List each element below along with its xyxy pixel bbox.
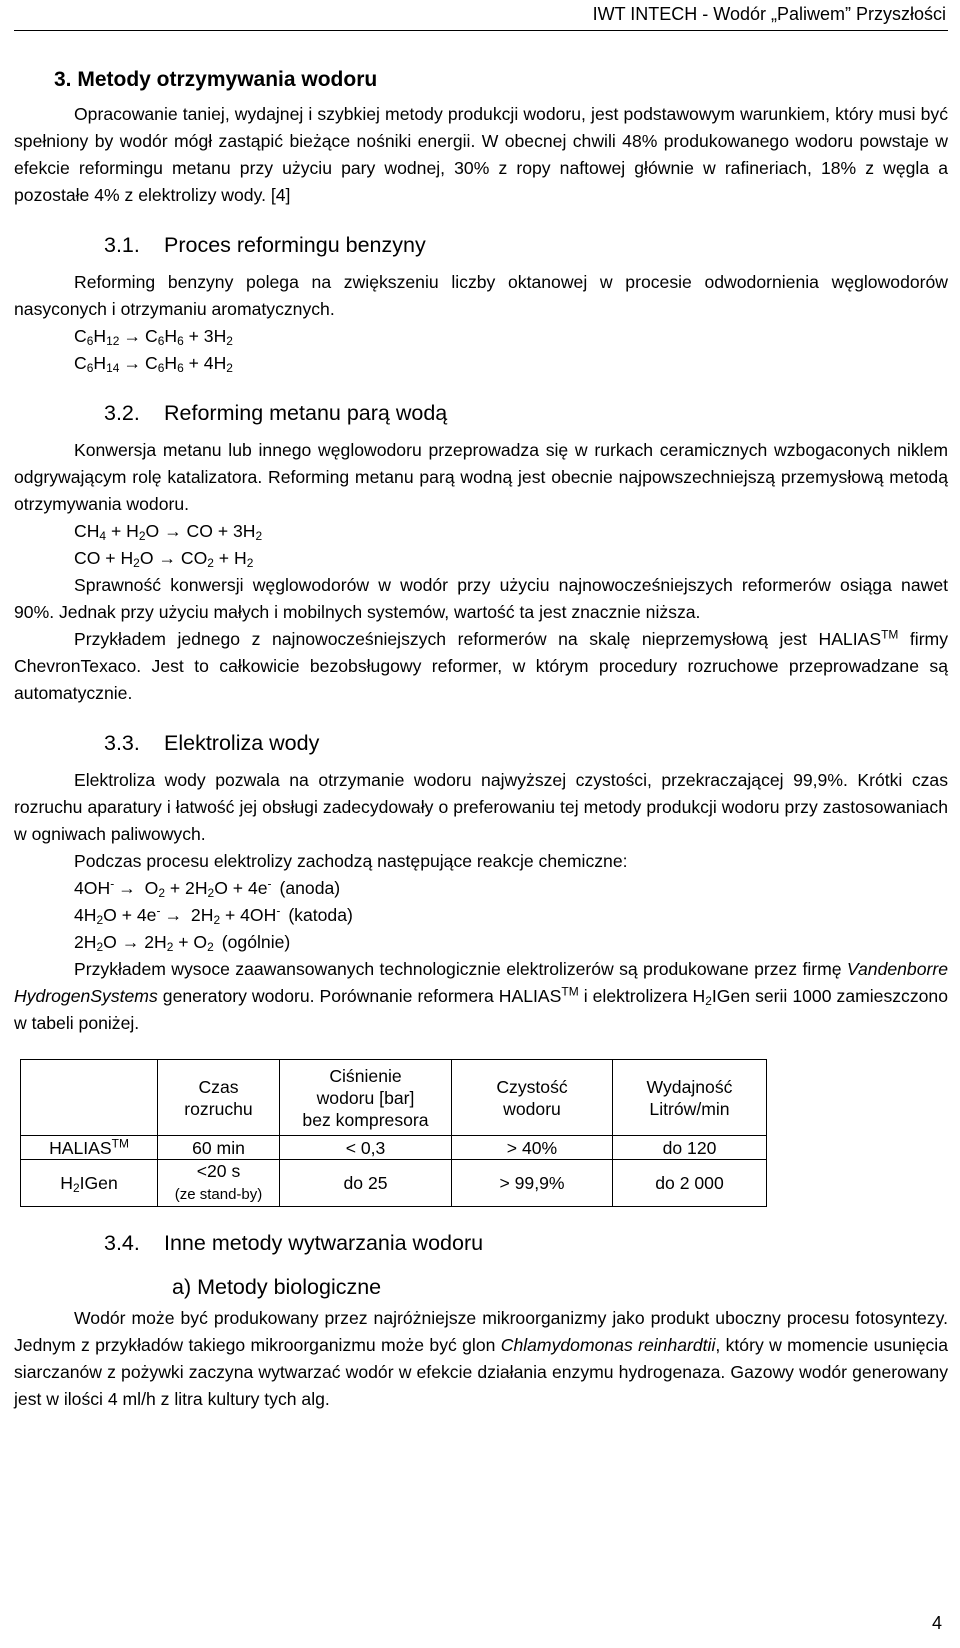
table-cell-name: $H_2IGen$ — [21, 1160, 158, 1207]
arrow-icon: → — [158, 548, 176, 568]
table-header-row — [21, 1060, 767, 1136]
table-row — [21, 1160, 767, 1207]
table-cell: <20 s (ze stand-by) — [158, 1160, 280, 1207]
equation-overall: $2H_2O \to 2H_2 + O_2$ (ogólnie) — [74, 932, 291, 954]
table-cell: 60 min — [158, 1136, 280, 1160]
running-header: IWT INTECH - Wodór „Paliwem” Przyszłości — [592, 4, 946, 24]
arrow-icon: → — [164, 905, 183, 925]
table-cell: do 25 — [280, 1160, 452, 1207]
section-3-4-a-heading: a) Metody biologiczne — [172, 1275, 382, 1299]
section-3-1-paragraph: Reforming benzyny polega na zwiększeniu liczby oktanowej w procesie odwodornienia węglowodorów nasyconych i otrzymaniu aromatycznych. — [14, 272, 948, 319]
section-title: Inne metody wytwarzania wodoru — [164, 1231, 484, 1255]
page-number: 4 — [931, 1613, 942, 1633]
section-number: 3.2. — [104, 401, 140, 425]
comparison-table-wrap — [20, 1059, 948, 1207]
section-3-2-paragraph-3: Przykładem jednego z najnowocześniejszych reformerów na skalę nieprzemysłową jest HALIAS™ firmy ChevronTexaco. Jest to całkowicie bezobsługowy reformer, w którym procedury rozruchowe przeprowadzane są automatycznie. — [14, 627, 949, 703]
section-3-2-heading — [104, 399, 948, 427]
section-3-1-heading — [104, 231, 948, 259]
equation-anode: $4OH^- \to O_2 + 2H_2O + 4e^-$ (anoda) — [74, 875, 948, 902]
equation-methane-2: CO + $H_2O \to CO_2 + H_2$ — [74, 548, 254, 570]
section-number: 3.3. — [104, 731, 140, 755]
arrow-icon: → — [118, 878, 136, 898]
equation-benzene-1: $C_6H_{12} \to C_6H_6 + 3H_2$ — [74, 323, 948, 350]
table-cell-name: HALIAS™ — [21, 1136, 158, 1160]
section-3-4-heading — [104, 1229, 948, 1257]
table-header-blank — [21, 1060, 158, 1136]
comparison-table — [20, 1059, 767, 1207]
section-3-4-paragraph: Wodór może być produkowany przez najróżniejsze mikroorganizmy jako produkt uboczny procesu fotosyntezy. Jednym z przykładów takiego mikroorganizmu może być glon Chlamydomonas reinhardtii, który w momencie usunięcia siarczanów z pożywki zaczyna wytwarzać wodór w efekcie działania enzymu hydrogenaza. Gazowy wodór generowany jest w ilości 4 ml/h z litra kultury tych alg. — [14, 1308, 948, 1409]
table-cell: > 40% — [452, 1136, 613, 1160]
section-title: Reforming metanu parą wodą — [164, 401, 448, 425]
arrow-icon: → — [164, 521, 182, 541]
section-3-2-paragraph-1: Konwersja metanu lub innego węglowodoru przeprowadza się w rurkach ceramicznych wzbogaconych niklem odgrywającym rolę katalizatora. Reforming metanu parą wodną jest obecnie najpowszechniejszą przemysłową metodą otrzymywania wodoru. — [14, 440, 948, 514]
section-3-3-heading — [104, 729, 948, 757]
equation-methane-1: $CH_4 + H_2O$ → CO + $3H_2$ — [74, 521, 263, 543]
table-header-cell: Czystość wodoru — [452, 1060, 613, 1136]
section-3-2-paragraph-2: Sprawność konwersji węglowodorów w wodór przy użyciu najnowocześniejszych reformerów osiąga nawet 90%. Jednak przy użyciu małych i mobilnych systemów, wartość ta jest znacznie niższa. — [14, 575, 948, 622]
section-3-3-paragraph-2: Podczas procesu elektrolizy zachodzą następujące reakcje chemiczne: — [74, 851, 628, 871]
organism-name: Chlamydomonas reinhardtii — [500, 1335, 716, 1355]
table-row — [21, 1136, 767, 1160]
table-header-cell: Wydajność Litrów/min — [613, 1060, 767, 1136]
arrow-icon: → — [121, 932, 140, 952]
header-rule — [14, 30, 948, 31]
table-header-cell: Ciśnienie wodoru [bar] bez kompresora — [280, 1060, 452, 1136]
document-content — [14, 66, 948, 1413]
arrow-icon: → — [123, 353, 141, 373]
arrow-icon: → — [123, 326, 141, 346]
section-title: Elektroliza wody — [164, 731, 320, 755]
section-title: Proces reformingu benzyny — [164, 233, 426, 257]
company-name: Vandenborre HydrogenSystems — [14, 959, 948, 1006]
table-cell: < 0,3 — [280, 1136, 452, 1160]
section-number: 3.4. — [104, 1231, 140, 1255]
table-cell: do 120 — [613, 1136, 767, 1160]
section-3-3-paragraph-3: Przykładem wysoce zaawansowanych technologicznie elektrolizerów są produkowane przez firmę Vandenborre HydrogenSystems generatory wodoru. Porównanie reformera HALIAS™ i elektrolizera $H_2IGen$ serii 1000 zamieszczono w tabeli poniżej. — [14, 959, 949, 1033]
equation-cathode: $4H_2O + 4e^- \to 2H_2 + 4OH^-$ (katoda) — [74, 902, 948, 929]
equation-benzene-2: $C_6H_{14} \to C_6H_6 + 4H_2$ — [74, 350, 948, 377]
section-3-3-paragraph-1: Elektroliza wody pozwala na otrzymanie wodoru najwyższej czystości, przekraczającej 99,9%. Krótki czas rozruchu aparatury i łatwość jej obsługi zadecydowały o preferowaniu tej metody produkcji wodoru przy zastosowaniach w ogniwach paliwowych. — [14, 770, 948, 844]
section-3-title: 3. Metody otrzymywania wodoru — [54, 68, 378, 91]
section-number: 3.1. — [104, 233, 140, 257]
section-3-intro: Opracowanie taniej, wydajnej i szybkiej metody produkcji wodoru, jest podstawowym warunkiem, który musi być spełniony by wodór mógł zastąpić bieżące nośniki energii. W obecnej chwili 48% produkowanego wodoru powstaje w efekcie reformingu metanu przy użyciu pary wodnej, 30% z ropy naftowej głównie w rafineriach, 18% z węgla a pozostałe 4% z elektrolizy wody. [4] — [14, 104, 948, 205]
table-header-cell: Czas rozruchu — [158, 1060, 280, 1136]
table-cell: > 99,9% — [452, 1160, 613, 1207]
table-cell: do 2 000 — [613, 1160, 767, 1207]
